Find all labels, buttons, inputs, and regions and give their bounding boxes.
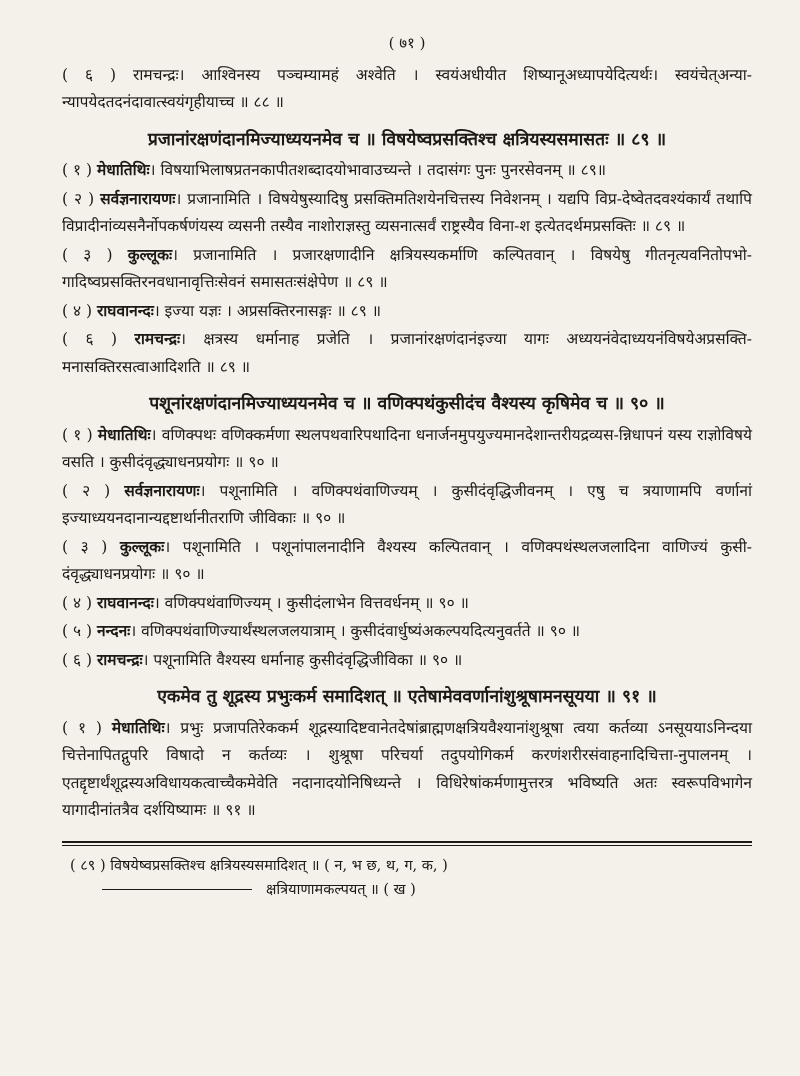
verse-89-heading: प्रजानांरक्षणंदानमिज्याध्ययनमेव च ॥ विषयेष्वप्रसक्तिश्च क्षत्रियस्यसमासतः ॥ ८९ ॥ — [147, 129, 667, 150]
commentary-item: ( १ ) मेधातिथिः। वणिक्पथः वणिक्कर्मणा स्थलपथवारिपथादिना धनार्जनमुपयुज्यमानदेशान्तरीयद्रव्यस-न्निधापनं यस्य राज्ञोविषये वसति । कुसीदंवृद्ध्याधनप्रयोगः ॥ ९० ॥ — [62, 424, 752, 471]
footnote-dash — [102, 889, 252, 890]
commentary-item: ( ४ ) राघवानन्दः। वणिक्पथंवाणिज्यम् । कुसीदंलाभेन वित्तवर्धनम् ॥ ९० ॥ — [62, 592, 469, 612]
commentary-item: ( ४ ) राघवानन्दः। इज्या यज्ञः । अप्रसक्तिरनासङ्गः ॥ ८९ ॥ — [62, 300, 381, 320]
manuscript-page — [62, 30, 752, 902]
intro-commentary: ( ६ ) रामचन्द्रः। आश्विनस्य पञ्चम्यामहं अश्वेति । स्वयंअधीयीत शिष्यानूअध्यापयेदित्यर्थः। स्वयंचेत्अन्या-न्यापयेदतदनंदावात्स्वयंगृहीयाच्च ॥ ८८ ॥ — [62, 65, 752, 111]
commentary-item: ( ३ ) कुल्लूकः। पशूनामिति । पशूनांपालनादीनि वैश्यस्य कल्पितवान् । वणिक्पथंस्थलजलादिना वाणिज्यं कुसी-दंवृद्ध्याधनप्रयोगः ॥ ९० ॥ — [62, 536, 752, 583]
commentary-item: ( ६ ) रामचन्द्रः। क्षत्रस्य धर्मानाह प्रजेति । प्रजानांरक्षणंदानंइज्या यागः अध्ययनंवेदाध्ययनंविषयेअप्रसक्ति-मनासक्तिरसत्वाआदिशति ॥ ८९ ॥ — [62, 329, 752, 376]
footnote-divider-thick — [62, 841, 752, 843]
footnote-variant-reading: ( ८९ ) विषयेष्वप्रसक्तिश्च क्षत्रियस्यसमादिशत् ॥ ( न, भ छ, थ, ग, क, ) — [70, 857, 448, 874]
commentary-item: ( ३ ) कुल्लूकः। प्रजानामिति । प्रजारक्षणादीनि क्षत्रियस्यकर्माणि कल्पितवान् । विषयेषु गीतनृत्यवनितोपभो-गादिष्वप्रसक्तिरनवधानावृत्तिःसेवनं समासतःसंक्षेपेण ॥ ८९ ॥ — [62, 244, 752, 291]
verse-90-heading: पशूनांरक्षणंदानमिज्याध्ययनमेव च ॥ वणिक्पथंकुसीदंच वैश्यस्य कृषिमेव च ॥ ९० ॥ — [149, 394, 665, 414]
footnote-divider-thin — [62, 845, 752, 846]
verse-91-heading: एकमेव तु शूद्रस्य प्रभुःकर्म समादिशत् ॥ एतेषामेववर्णानांशुश्रूषामनसूयया ॥ ९१ ॥ — [157, 687, 657, 707]
commentary-item: ( १ ) मेधातिथिः। विषयाभिलाषप्रतनकापीतशब्दादयोभावाउच्यन्ते । तदासंगः पुनः पुनरसेवनम् ॥ ८९॥ — [62, 160, 607, 179]
commentary-item: ( २ ) सर्वज्ञनारायणः। पशूनामिति । वणिक्पथंवाणिज्यम् । कुसीदंवृद्धिजीवनम् । एषु च त्रयाणामपि वर्णानां इज्याध्ययनदानान्यद्दष्टार्थानीतराणि जीविकाः ॥ ९० ॥ — [62, 480, 752, 527]
commentary-item: ( १ ) मेधातिथिः। प्रभुः प्रजापतिरेककर्म शूद्रस्यादिष्टवानेतदेषांब्राह्मणक्षत्रियवैश्यानांशुश्रूषा त्वया कर्तव्या ऽनसूययाऽनिन्दया चित्तेनापितद्गुपरि विषादो न कर्तव्यः । शुश्रूषा परिचर्या तदुपयोगिकर्म करणंशरीरसंवाहनादिचित्ता-नुपालनम् । एतद्दृष्टार्थंशूद्रस्यअविधायकत्वाच्चैकमेवेति नदानादयोनिषिध्यन्ते । विधिरेषांकर्मणामुत्तरत्र भविष्यति अतः स्वरूपविभागेन यागादीनांतत्रैव दर्शयिष्यामः ॥ ९१ ॥ — [62, 717, 752, 819]
commentary-item: ( २ ) सर्वज्ञनारायणः। प्रजानामिति । विषयेषुस्यादिषु प्रसक्तिमतिशयेनचित्तस्य निवेशनम् । यद्यपि विप्र-देष्वेतदवश्यंकार्यं तथापि विप्रादीनांव्यसनैर्नोपकर्षणंयस्य व्यसनी तस्यैव नाशोराज्ञस्तु व्यसनात्सर्वं राष्ट्रस्यैव विना-श इत्येतदर्थमप्रसक्तिः ॥ ८९ ॥ — [62, 188, 752, 235]
page-number: ( ७१ ) — [388, 34, 426, 52]
commentary-item: ( ६ ) रामचन्द्रः। पशूनामिति वैश्यस्य धर्मानाह कुसीदंवृद्धिजीविका ॥ ९० ॥ — [62, 649, 463, 669]
footnote-variant-reading-2: क्षत्रियाणामकल्पयत् ॥ ( ख ) — [62, 878, 752, 902]
commentary-item: ( ५ ) नन्दनः। वणिक्पथंवाणिज्यार्थंस्थलजलयात्राम् । कुसीदंवार्धुष्यंअकल्पयदित्यनुवर्तते ॥ ९० ॥ — [62, 621, 581, 640]
